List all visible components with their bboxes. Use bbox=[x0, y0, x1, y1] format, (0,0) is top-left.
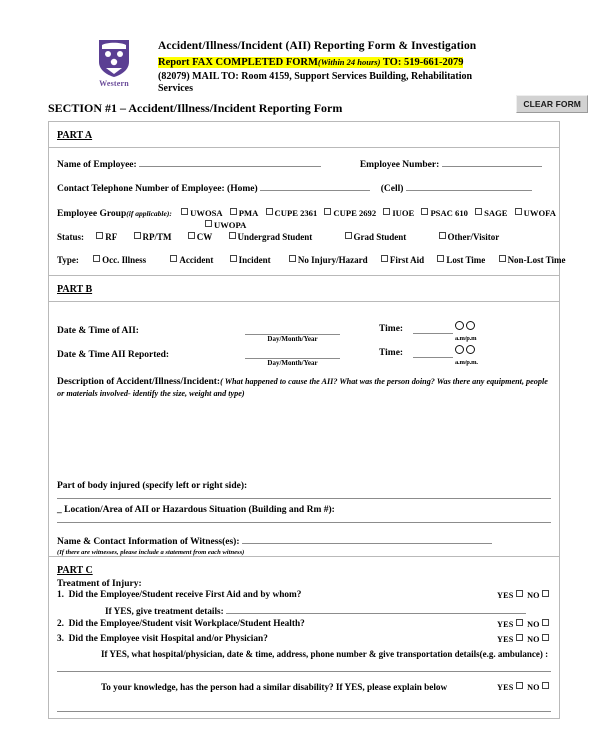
question-3-num: 3. bbox=[57, 634, 64, 645]
checkbox-icon[interactable] bbox=[542, 682, 549, 689]
type-row bbox=[57, 255, 566, 266]
location-label: _ Location/Area of AII or Hazardous Situation (Building and Rm #): bbox=[57, 504, 335, 515]
radio-am-1[interactable] bbox=[455, 321, 464, 330]
no-label-final: NO bbox=[527, 683, 540, 693]
ampm-group-2[interactable] bbox=[455, 341, 478, 366]
question-1-sub-row bbox=[57, 604, 551, 616]
yes-label-1: YES bbox=[497, 591, 514, 601]
part-c-band bbox=[49, 556, 559, 578]
type-label-5: Lost Time bbox=[446, 255, 486, 266]
employee-group-row bbox=[57, 208, 556, 220]
type-label-1: Accident bbox=[179, 255, 214, 266]
fax-instruction-within: (Within 24 hours) bbox=[317, 57, 381, 67]
checkbox-icon[interactable] bbox=[437, 255, 444, 262]
type-label: Type: bbox=[57, 255, 79, 266]
type-label-2: Incident bbox=[238, 255, 271, 266]
checkbox-icon[interactable] bbox=[475, 208, 482, 215]
question-1-text bbox=[57, 590, 301, 600]
form-body bbox=[48, 121, 566, 719]
question-1-sub-label: If YES, give treatment details: bbox=[105, 606, 224, 617]
checkbox-group-psac610[interactable] bbox=[421, 208, 467, 218]
checkbox-icon[interactable] bbox=[93, 255, 100, 262]
date-hint-1: Day/Month/Year bbox=[267, 335, 318, 344]
contact-phone-row bbox=[57, 181, 551, 196]
question-row-2 bbox=[57, 619, 551, 632]
checkbox-group-cupe2692[interactable] bbox=[324, 208, 376, 218]
group-label-3: CUPE 2692 bbox=[333, 208, 377, 219]
time-input-2[interactable] bbox=[413, 357, 453, 358]
group-label-0: UWOSA bbox=[190, 208, 223, 219]
status-label-4: Grad Student bbox=[353, 232, 407, 243]
description-note: ( What happened to cause the AII? What was the person doing? Was there any equipment, people or materials involved- identify the size, weight and type) bbox=[57, 377, 548, 399]
group-label-6: SAGE bbox=[484, 208, 508, 219]
date-time-grid bbox=[49, 312, 559, 368]
checkbox-icon[interactable] bbox=[421, 208, 428, 215]
question-2-num: 2. bbox=[57, 619, 64, 630]
part-c-label: PART C bbox=[57, 565, 93, 577]
section-header-row bbox=[0, 95, 600, 121]
employee-group-label: Employee Group bbox=[57, 209, 127, 220]
part-of-body-input[interactable] bbox=[57, 498, 551, 499]
final-explanation-input[interactable] bbox=[57, 711, 551, 712]
checkbox-status-rptm[interactable] bbox=[134, 232, 172, 242]
yesno-1[interactable] bbox=[497, 590, 551, 600]
ampm-label-1: a.m/p.m bbox=[455, 335, 477, 343]
checkbox-group-uwofa[interactable] bbox=[515, 208, 556, 218]
part-a-label: PART A bbox=[57, 130, 93, 142]
date-time-reported-label: Date & Time AII Reported: bbox=[57, 350, 170, 361]
checkbox-status-cw[interactable] bbox=[188, 232, 213, 242]
home-phone-input[interactable] bbox=[260, 181, 370, 191]
yesno-3[interactable] bbox=[497, 634, 551, 644]
no-label-3: NO bbox=[527, 635, 540, 645]
status-label-5: Other/Visitor bbox=[447, 232, 500, 243]
yes-label-2: YES bbox=[497, 620, 514, 630]
type-label-4: First Aid bbox=[389, 255, 425, 266]
location-input[interactable] bbox=[57, 522, 551, 523]
checkbox-icon[interactable] bbox=[181, 208, 188, 215]
cell-label: (Cell) bbox=[380, 184, 404, 195]
group-label-1: PMA bbox=[238, 208, 259, 219]
checkbox-icon[interactable] bbox=[96, 232, 103, 239]
type-label-6: Non-Lost Time bbox=[507, 255, 566, 266]
part-a-content bbox=[49, 157, 566, 275]
checkbox-icon[interactable] bbox=[230, 208, 237, 215]
part-of-body-label: Part of body injured (specify left or right side): bbox=[57, 480, 248, 491]
document-header bbox=[0, 0, 600, 95]
checkbox-icon[interactable] bbox=[515, 208, 522, 215]
yesno-2[interactable] bbox=[497, 619, 551, 629]
mail-instruction: (82079) MAIL TO: Room 4159, Support Services Building, Rehabilitation Services bbox=[158, 71, 473, 95]
part-c-content bbox=[49, 579, 559, 667]
description-textarea[interactable] bbox=[57, 401, 551, 481]
checkbox-icon[interactable] bbox=[516, 634, 523, 641]
status-label-1: RP/TM bbox=[142, 232, 172, 243]
employee-number-label: Employee Number: bbox=[359, 160, 440, 171]
ampm-label-2: a.m/p.m. bbox=[455, 359, 478, 367]
western-logo bbox=[78, 38, 150, 88]
radio-pm-1[interactable] bbox=[466, 321, 475, 330]
cell-phone-input[interactable] bbox=[406, 181, 532, 191]
time-label-2: Time: bbox=[379, 348, 404, 359]
checkbox-icon[interactable] bbox=[229, 232, 236, 239]
treatment-label: Treatment of Injury: bbox=[57, 579, 142, 590]
western-shield-icon bbox=[97, 38, 131, 78]
part-b-label: PART B bbox=[57, 284, 93, 296]
employee-group-row-2 bbox=[57, 220, 551, 230]
part-b-band bbox=[49, 275, 559, 302]
checkbox-icon[interactable] bbox=[230, 255, 237, 262]
witness-note: (If there are witnesses, please include a statement from each witness) bbox=[57, 549, 245, 557]
checkbox-status-undergrad[interactable] bbox=[229, 232, 313, 242]
question-1-num: 1. bbox=[57, 590, 64, 601]
date-time-aii-label: Date & Time of AII: bbox=[57, 326, 139, 337]
checkbox-icon[interactable] bbox=[345, 232, 352, 239]
yes-label-3: YES bbox=[497, 635, 514, 645]
checkbox-group-iuoe[interactable] bbox=[383, 208, 414, 218]
western-wordmark: Western bbox=[99, 79, 129, 88]
checkbox-icon[interactable] bbox=[516, 619, 523, 626]
part-b-content bbox=[49, 312, 559, 556]
status-row bbox=[57, 232, 551, 242]
group-label-2: CUPE 2361 bbox=[274, 208, 318, 219]
description-header bbox=[57, 376, 551, 401]
no-label-2: NO bbox=[527, 620, 540, 630]
checkbox-status-other[interactable] bbox=[439, 232, 500, 242]
status-label-2: CW bbox=[196, 232, 213, 243]
checkbox-icon[interactable] bbox=[266, 208, 273, 215]
question-3-text bbox=[57, 634, 268, 644]
checkbox-icon[interactable] bbox=[383, 208, 390, 215]
checkbox-status-grad[interactable] bbox=[345, 232, 407, 242]
checkbox-icon[interactable] bbox=[188, 232, 195, 239]
group-label-4: IUOE bbox=[392, 208, 415, 219]
final-question-label: To your knowledge, has the person had a similar disability? If YES, please explain below bbox=[101, 682, 448, 693]
witness-row bbox=[57, 534, 551, 549]
time-label-1: Time: bbox=[379, 324, 404, 335]
ampm-group-1[interactable] bbox=[455, 317, 477, 342]
question-2-label: Did the Employee/Student visit Workplace/Student Health? bbox=[68, 619, 305, 630]
employee-name-row bbox=[57, 157, 551, 172]
checkbox-type-lost-time[interactable] bbox=[437, 255, 485, 265]
status-label: Status: bbox=[57, 232, 85, 243]
question-3-sub-label: If YES, what hospital/physician, date & time, address, phone number & give transportation details(e.g. ambulance) : bbox=[101, 649, 549, 660]
checkbox-type-occ-illness[interactable] bbox=[93, 255, 146, 265]
question-3-label: Did the Employee visit Hospital and/or Physician? bbox=[68, 634, 268, 645]
checkbox-icon[interactable] bbox=[170, 255, 177, 262]
checkbox-icon[interactable] bbox=[324, 208, 331, 215]
checkbox-icon[interactable] bbox=[542, 634, 549, 641]
group-label-7: UWOFA bbox=[523, 208, 556, 219]
checkbox-group-pma[interactable] bbox=[230, 208, 259, 218]
checkbox-type-no-injury[interactable] bbox=[289, 255, 368, 265]
witness-input[interactable] bbox=[242, 534, 492, 544]
no-label-1: NO bbox=[527, 591, 540, 601]
fax-instruction-main: Report FAX COMPLETED FORM bbox=[158, 57, 318, 68]
witness-label: Name & Contact Information of Witness(es): bbox=[57, 536, 240, 547]
checkbox-group-uwopa[interactable] bbox=[205, 220, 246, 230]
question-2-text bbox=[57, 619, 305, 629]
checkbox-group-cupe2361[interactable] bbox=[266, 208, 318, 218]
checkbox-icon[interactable] bbox=[381, 255, 388, 262]
status-label-0: RF bbox=[105, 232, 118, 243]
checkbox-icon[interactable] bbox=[439, 232, 446, 239]
checkbox-type-first-aid[interactable] bbox=[381, 255, 424, 265]
checkbox-type-accident[interactable] bbox=[170, 255, 213, 265]
fax-instruction-number: TO: 519-661-2079 bbox=[380, 57, 464, 68]
question-row-1 bbox=[57, 590, 551, 603]
checkbox-status-rf[interactable] bbox=[96, 232, 117, 242]
checkbox-icon[interactable] bbox=[289, 255, 296, 262]
checkbox-icon[interactable] bbox=[205, 220, 212, 227]
employee-group-note: (if applicable): bbox=[126, 209, 172, 219]
checkbox-icon[interactable] bbox=[516, 682, 523, 689]
type-label-0: Occ. Illness bbox=[102, 255, 147, 266]
checkbox-icon[interactable] bbox=[516, 590, 523, 597]
question-row-3 bbox=[57, 634, 551, 647]
checkbox-icon[interactable] bbox=[542, 619, 549, 626]
checkbox-icon[interactable] bbox=[134, 232, 141, 239]
yes-label-final: YES bbox=[497, 683, 514, 693]
form-title: Accident/Illness/Incident (AII) Reporting Form & Investigation bbox=[158, 40, 477, 52]
type-label-3: No Injury/Hazard bbox=[297, 255, 368, 266]
yesno-final[interactable] bbox=[497, 682, 551, 692]
question-1-label: Did the Employee/Student receive First Aid and by whom? bbox=[68, 590, 302, 601]
description-label: Description of Accident/Illness/Incident: bbox=[57, 377, 221, 388]
clear-form-button[interactable]: CLEAR FORM bbox=[516, 95, 588, 113]
time-input-1[interactable] bbox=[413, 333, 453, 334]
part-a-band bbox=[49, 122, 559, 148]
radio-am-2[interactable] bbox=[455, 345, 464, 354]
section-title: SECTION #1 – Accident/Illness/Incident Reporting Form bbox=[48, 101, 343, 116]
contact-phone-label: Contact Telephone Number of Employee: (Home) bbox=[57, 184, 258, 195]
group-label-5: PSAC 610 bbox=[430, 208, 468, 219]
employee-number-input[interactable] bbox=[442, 157, 542, 167]
checkbox-icon[interactable] bbox=[542, 590, 549, 597]
final-question-row bbox=[57, 682, 551, 695]
employee-name-label: Name of Employee: bbox=[57, 160, 137, 171]
checkbox-type-incident[interactable] bbox=[230, 255, 271, 265]
treatment-details-input[interactable] bbox=[226, 604, 526, 614]
employee-name-input[interactable] bbox=[139, 157, 321, 167]
radio-pm-2[interactable] bbox=[466, 345, 475, 354]
group-label-uwopa: UWOPA bbox=[214, 220, 247, 231]
hospital-details-input[interactable] bbox=[57, 671, 551, 672]
fax-instruction-highlight bbox=[158, 57, 463, 68]
status-label-3: Undergrad Student bbox=[237, 232, 313, 243]
checkbox-group-sage[interactable] bbox=[475, 208, 507, 218]
checkbox-icon[interactable] bbox=[499, 255, 506, 262]
date-hint-2: Day/Month/Year bbox=[267, 359, 318, 368]
checkbox-type-non-lost-time[interactable] bbox=[499, 255, 566, 265]
checkbox-group-uwosa[interactable] bbox=[181, 208, 222, 218]
